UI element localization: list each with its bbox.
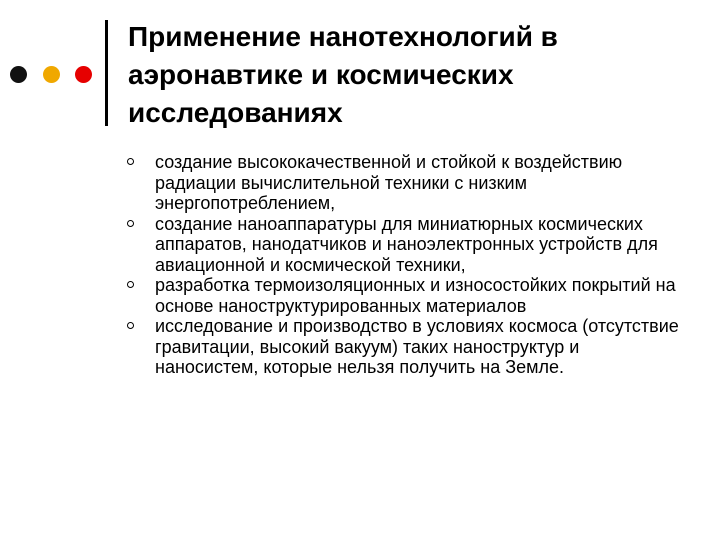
bullet-text: создание наноаппаратуры для миниатюрных космических аппаратов, нанодатчиков и наноэлектронных устройств для авиационной и космической техники,	[155, 213, 658, 275]
slide-title: Применение нанотехнологий в аэронавтике и космических исследованиях	[128, 21, 558, 128]
orange-dot	[43, 66, 60, 83]
bullet-text: исследование и производство в условиях космоса (отсутствие гравитации, высокий вакуум) таких наноструктур и наносистем, которые нельзя получить на Земле.	[155, 316, 679, 377]
decorative-dots	[10, 66, 94, 84]
circle-bullet-icon	[127, 281, 134, 288]
list-item	[124, 152, 684, 214]
bullet-text: разработка термоизоляционных и износостойких покрытий на основе наноструктурированных материалов	[155, 275, 676, 316]
circle-bullet-icon	[127, 322, 134, 329]
list-item	[124, 275, 684, 316]
list-item	[124, 214, 684, 276]
title-divider	[105, 20, 108, 126]
bullet-text: создание высококачественной и стойкой к воздействию радиации вычислительной техники с низким энергопотреблением,	[155, 152, 623, 213]
bullet-list	[124, 152, 684, 378]
black-dot	[10, 66, 27, 83]
circle-bullet-icon	[127, 220, 134, 227]
list-item	[124, 316, 684, 378]
circle-bullet-icon	[127, 158, 134, 165]
red-dot	[75, 66, 92, 83]
